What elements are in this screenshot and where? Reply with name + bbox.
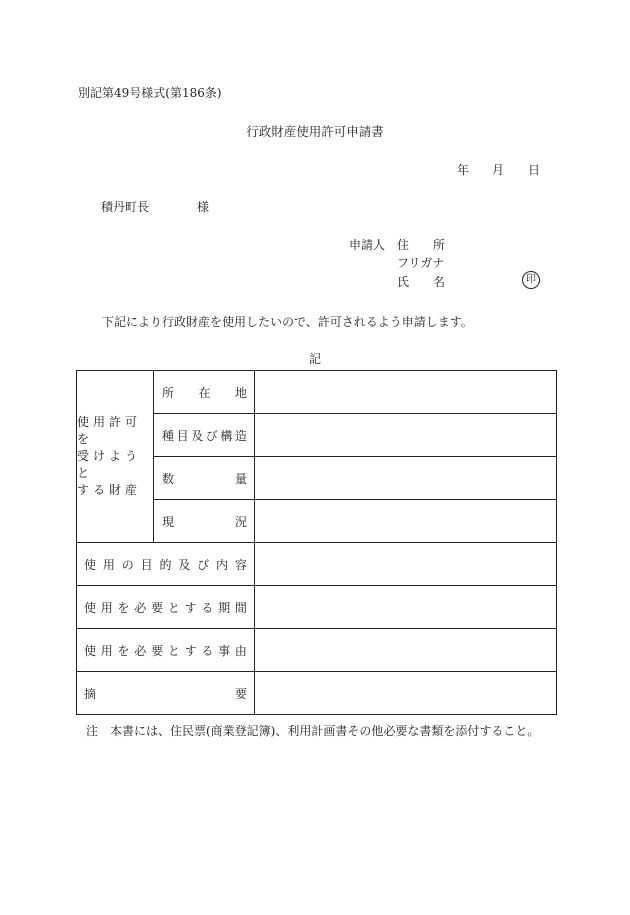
label-char: 必: [134, 600, 147, 615]
group-label-line: する財産: [77, 483, 142, 497]
ki-heading: 記: [308, 352, 321, 366]
seal-mark: 印: [522, 271, 540, 289]
applicant-role: 申請人: [349, 238, 386, 252]
label-char: 使: [84, 643, 97, 658]
addressee-honorific: 様: [197, 200, 210, 214]
label-char: と: [167, 600, 180, 615]
type-structure-value: [255, 414, 556, 456]
quantity-value: [255, 457, 556, 499]
applicant-name-label: 氏 名: [397, 275, 446, 289]
label-char: 所: [162, 385, 175, 400]
label-char: る: [201, 643, 214, 658]
body-text: 下記により行政財産を使用したいので、許可されるよう申請します。: [102, 315, 473, 329]
label-char: び: [205, 428, 218, 443]
label-char: 況: [234, 514, 247, 529]
label-char: す: [184, 600, 197, 615]
label-char: 要: [151, 600, 164, 615]
property-group-label: [77, 371, 154, 543]
label-char: を: [117, 600, 130, 615]
label-quantity: [154, 457, 255, 500]
condition-value: [255, 500, 556, 542]
remarks-value: [255, 672, 556, 714]
label-char: 地: [234, 385, 247, 400]
label-char: 要: [151, 643, 164, 658]
label-char: 量: [234, 471, 247, 486]
condition-field[interactable]: [255, 500, 557, 543]
location-field[interactable]: [255, 371, 557, 414]
usage-reason-field[interactable]: [255, 629, 557, 672]
label-char: 容: [234, 557, 247, 572]
date-day: 日: [528, 163, 541, 177]
label-char: 及: [191, 428, 204, 443]
label-char: 用: [100, 643, 113, 658]
label-char: 的: [159, 557, 172, 572]
table-row: [77, 586, 557, 629]
label-char: 種: [162, 428, 175, 443]
application-table: [76, 370, 557, 715]
label-char: と: [167, 643, 180, 658]
label-usage-reason: [77, 629, 255, 672]
label-char: 内: [216, 557, 229, 572]
label-location: [154, 371, 255, 414]
purpose-content-value: [255, 543, 556, 585]
applicant-furigana-label: フリガナ: [397, 256, 445, 270]
footnote: 注 本書には、住民票(商業登記簿)、利用計画書その他必要な書類を添付すること。: [86, 724, 540, 738]
label-char: 及: [178, 557, 191, 572]
applicant-address-label: 住 所: [397, 238, 446, 252]
label-char: 事: [218, 643, 231, 658]
type-structure-field[interactable]: [255, 414, 557, 457]
form-number: 別記第49号様式(第186条): [78, 86, 222, 100]
label-char: び: [197, 557, 210, 572]
location-value: [255, 371, 556, 413]
label-char: 現: [162, 514, 175, 529]
label-char: 在: [198, 385, 211, 400]
purpose-content-field[interactable]: [255, 543, 557, 586]
label-char: 間: [234, 600, 247, 615]
table-row: [77, 371, 557, 414]
group-label-line: 受けようと: [77, 449, 142, 480]
table-row: [77, 672, 557, 715]
label-char: 用: [100, 600, 113, 615]
quantity-field[interactable]: [255, 457, 557, 500]
label-char: 要: [234, 686, 247, 701]
label-char: 由: [234, 643, 247, 658]
label-char: 使: [84, 557, 97, 572]
label-condition: [154, 500, 255, 543]
label-char: す: [184, 643, 197, 658]
addressee-name: 積丹町長: [101, 200, 150, 214]
table-row: [77, 629, 557, 672]
label-char: る: [201, 600, 214, 615]
label-char: 数: [162, 471, 175, 486]
label-char: を: [117, 643, 130, 658]
label-char: 摘: [84, 686, 97, 701]
document-title: 行政財産使用許可申請書: [246, 124, 384, 139]
label-char: 造: [234, 428, 247, 443]
label-remarks: [77, 672, 255, 715]
label-char: 目: [176, 428, 189, 443]
label-char: 目: [140, 557, 153, 572]
remarks-field[interactable]: [255, 672, 557, 715]
table-row: [77, 543, 557, 586]
label-char: 用: [102, 557, 115, 572]
date-month: 月: [492, 163, 505, 177]
property-group-text: [77, 414, 153, 499]
date-year: 年: [457, 163, 470, 177]
label-purpose-content: [77, 543, 255, 586]
group-label-line: 使用許可を: [77, 415, 142, 446]
label-char: 構: [220, 428, 233, 443]
label-char: 使: [84, 600, 97, 615]
label-char: の: [121, 557, 134, 572]
label-type-structure: [154, 414, 255, 457]
usage-period-value: [255, 586, 556, 628]
usage-period-field[interactable]: [255, 586, 557, 629]
label-char: 期: [218, 600, 231, 615]
usage-reason-value: [255, 629, 556, 671]
label-usage-period: [77, 586, 255, 629]
label-char: 必: [134, 643, 147, 658]
